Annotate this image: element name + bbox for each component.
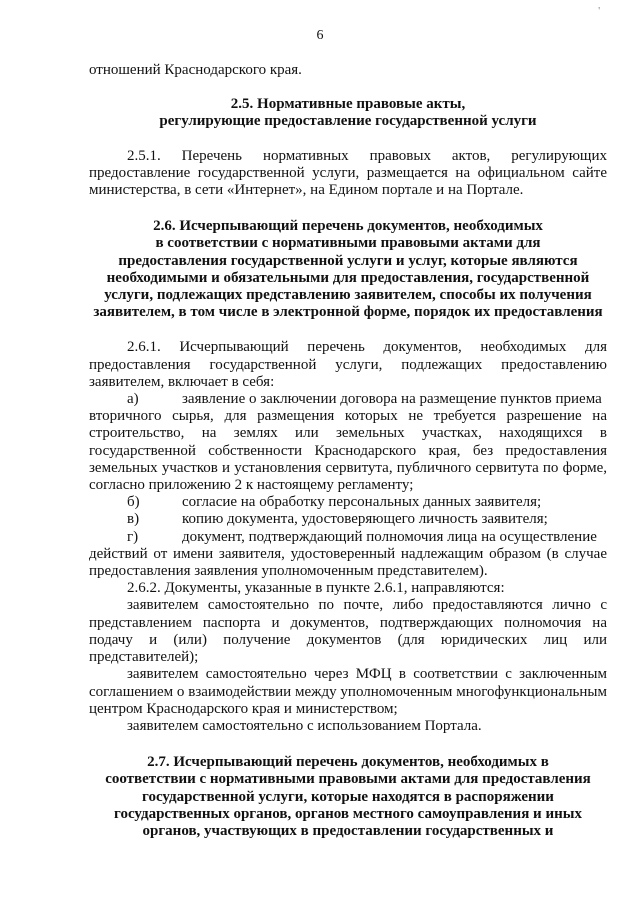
list-item-text: документ, подтверждающий полномочия лица на осуществление xyxy=(182,528,597,545)
list-marker: в) xyxy=(127,511,140,528)
section-2-6-heading-line: услуги, подлежащих представлению заявителем, способы их получения xyxy=(104,287,592,304)
list-item xyxy=(89,529,607,546)
section-2-6-heading-line: необходимыми и обязательными для предоставления, государственной xyxy=(106,269,590,286)
paragraph-2-6-2: 2.6.2. Документы, указанные в пункте 2.6.1, направляются: xyxy=(127,580,505,597)
list-item-continuation: действий от имени заявителя, удостоверенный надлежащим образом (в случае предоставления заявления уполномоченным представителем). xyxy=(89,545,607,580)
page-number: 6 xyxy=(316,28,324,43)
list-marker: а) xyxy=(127,391,139,408)
section-2-6-heading-line: предоставления государственной услуги и услуг, которые являются xyxy=(118,252,578,269)
paragraph-2-6-2-option-portal: заявителем самостоятельно с использованием Портала. xyxy=(127,717,482,734)
paragraph-2-6-2-option-mail: заявителем самостоятельно по почте, либо предоставляются лично с представлением паспорта и документов, подтверждающих полномочия на подачу и (или) получение документов (для юридических лиц или представителей); xyxy=(89,597,607,666)
list-item-text: заявление о заключении договора на размещение пунктов приема xyxy=(182,391,602,408)
section-2-6-heading-line: заявителем, в том числе в электронной форме, порядок их предоставления xyxy=(93,304,603,321)
section-2-7-heading-line: государственных органов, органов местного самоуправления и иных xyxy=(114,805,582,822)
paragraph-2-6-1: 2.6.1. Исчерпывающий перечень документов, необходимых для предоставления государственной услуги, подлежащих предоставлению заявителем, включает в себя: xyxy=(89,339,607,390)
list-marker: б) xyxy=(127,494,140,511)
corner-mark: ' xyxy=(598,6,600,17)
list-item-text: копию документа, удостоверяющего личность заявителя; xyxy=(182,511,548,528)
section-2-7-heading-line: органов, участвующих в предоставлении государственных и xyxy=(142,822,554,839)
document-body xyxy=(89,62,607,840)
section-2-5-heading-line-1: 2.5. Нормативные правовые акты, xyxy=(230,96,466,113)
list-item-text: согласие на обработку персональных данных заявителя; xyxy=(182,494,542,511)
list-item-continuation: вторичного сырья, для размещения которых не требуется разрешение на строительство, на землях или земельных участках, находящихся в государственной собственности Краснодарского края, без предоставления земельных участков и установления сервитута, публичного сервитута по форме, согласно приложению 2 к настоящему регламенту; xyxy=(89,408,607,494)
section-2-5-heading-line-2: регулирующие предоставление государственной услуги xyxy=(159,113,537,130)
paragraph-2-5-1: 2.5.1. Перечень нормативных правовых актов, регулирующих предоставление государственной услуги, размещается на официальном сайте министерства, в сети «Интернет», на Едином портале и на Портале. xyxy=(89,147,607,199)
section-2-7-heading-line: соответствии с нормативными правовыми актами для предоставления xyxy=(105,771,591,788)
intro-line: отношений Краснодарского края. xyxy=(89,62,302,78)
list-marker: г) xyxy=(127,528,139,545)
section-2-7-heading-line: государственной услуги, которые находятся в распоряжении xyxy=(142,788,554,805)
section-2-6-heading-line: 2.6. Исчерпывающий перечень документов, необходимых xyxy=(153,218,543,235)
list-item xyxy=(89,494,607,511)
list-item xyxy=(89,511,607,528)
section-2-6-heading-line: в соответствии с нормативными правовыми актами для xyxy=(155,235,541,252)
section-2-7-heading-line: 2.7. Исчерпывающий перечень документов, необходимых в xyxy=(147,754,549,771)
paragraph-2-6-2-option-mfc: заявителем самостоятельно через МФЦ в соответствии с заключенным соглашением о взаимодействии между уполномоченным многофункциональным центром Краснодарского края и министерством; xyxy=(89,666,607,717)
list-item xyxy=(89,391,607,408)
